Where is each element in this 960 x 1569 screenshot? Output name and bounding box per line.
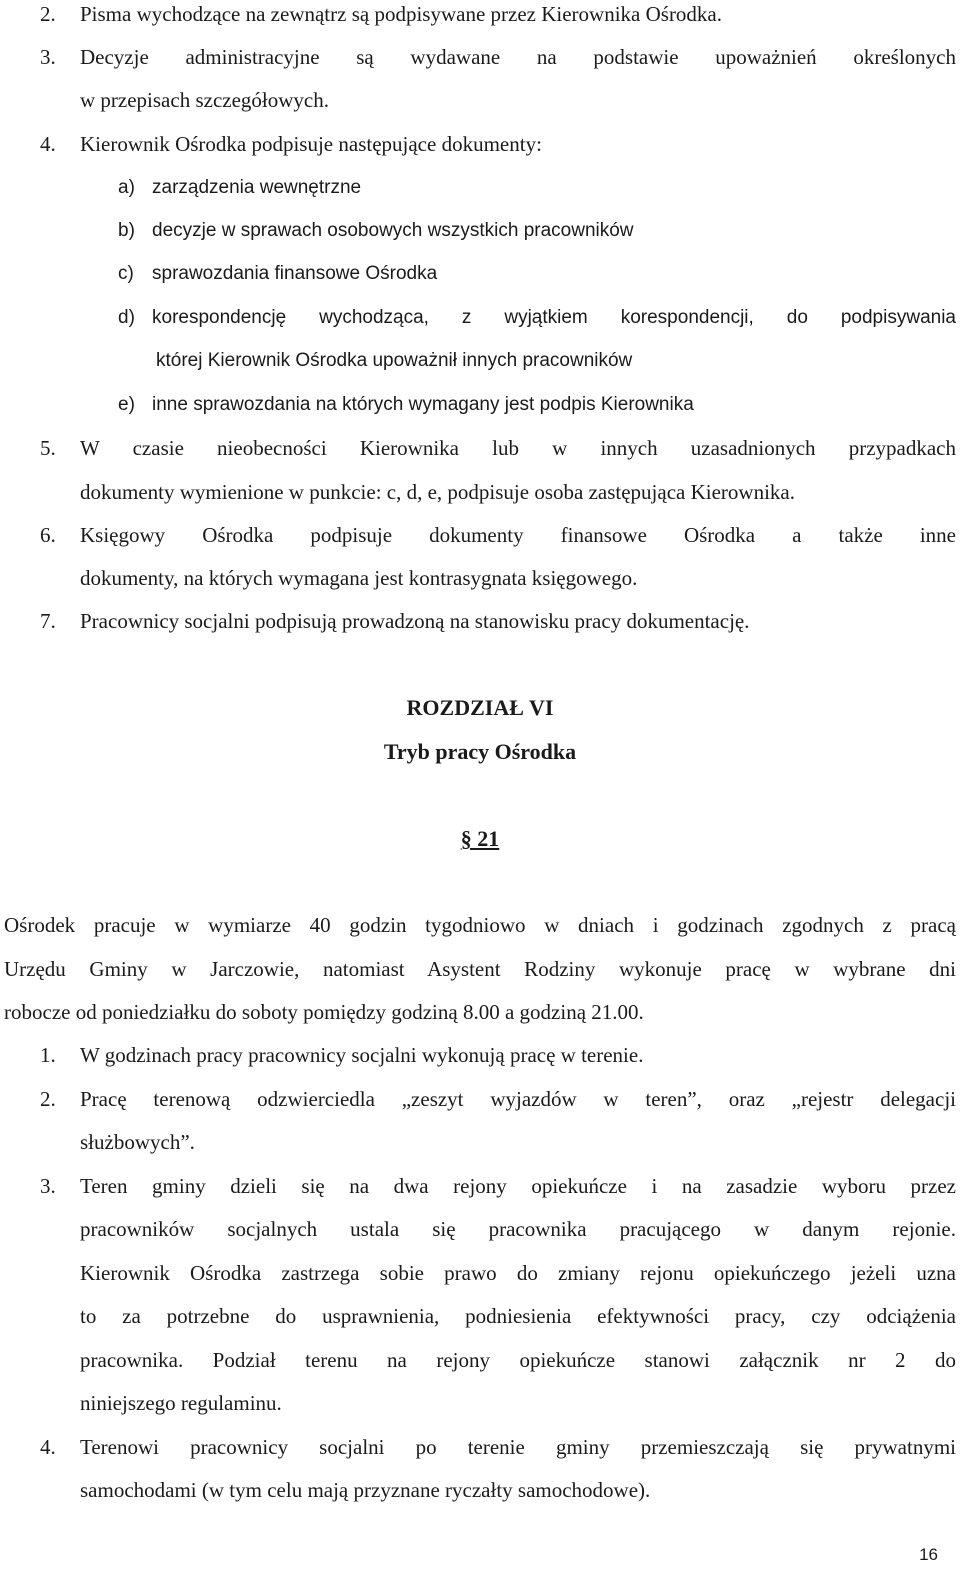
list-text: Kierownik Ośrodka zastrzega sobie prawo do zmiany rejonu opiekuńczego jeżeli uzna [80, 1261, 956, 1285]
list-text: samochodami (w tym celu mają przyznane ryczałty samochodowe). [80, 1478, 651, 1502]
list-text: dokumenty, na których wymagana jest kontrasygnata księgowego. [80, 566, 638, 590]
intro-line: Urzędu Gminy w Jarczowie, natomiast Asystent Rodziny wykonuje pracę w wybrane dni [4, 957, 956, 981]
sublist-letter: a) [118, 177, 135, 198]
list-text: Terenowi pracownicy socjalni po terenie gminy przemieszczają się prywatnymi [80, 1435, 956, 1459]
list-text: W godzinach pracy pracownicy socjalni wykonują pracę w terenie. [80, 1043, 644, 1067]
sublist-text: decyzje w sprawach osobowych wszystkich pracowników [152, 220, 634, 241]
list-text: to za potrzebne do usprawnienia, podniesienia efektywności pracy, czy odciążenia [80, 1304, 956, 1328]
page-number: 16 [919, 1545, 938, 1564]
sublist-text: której Kierownik Ośrodka upoważnił innych pracowników [156, 350, 633, 371]
list-number: 6. [40, 523, 56, 547]
list-number: 3. [40, 45, 56, 69]
chapter-title: ROZDZIAŁ VI [406, 695, 554, 720]
list-text: niniejszego regulaminu. [80, 1391, 282, 1415]
list-text: Pisma wychodzące na zewnątrz są podpisywane przez Kierownika Ośrodka. [80, 2, 723, 26]
sublist-text: korespondencję wychodząca, z wyjątkiem korespondencji, do podpisywania [152, 307, 956, 328]
sublist-text: zarządzenia wewnętrzne [152, 177, 362, 198]
list-text: Decyzje administracyjne są wydawane na podstawie upoważnień określonych [80, 45, 956, 69]
list-text: Pracę terenową odzwierciedla „zeszyt wyjazdów w teren”, oraz „rejestr delegacji [80, 1087, 956, 1111]
list-text: pracowników socjalnych ustala się pracownika pracującego w danym rejonie. [80, 1217, 956, 1241]
list-text: Pracownicy socjalni podpisują prowadzoną na stanowisku pracy dokumentację. [80, 609, 750, 633]
paragraph-mark-text: § 21 [460, 826, 500, 851]
list-number: 2. [40, 2, 56, 26]
chapter-subtitle: Tryb pracy Ośrodka [383, 739, 577, 764]
list-number: 4. [40, 132, 56, 156]
sublist-letter: c) [118, 263, 134, 284]
list-number: 1. [40, 1043, 56, 1067]
intro-line: Ośrodek pracuje w wymiarze 40 godzin tygodniowo w dniach i godzinach zgodnych z pracą [4, 913, 956, 937]
list-number: 7. [40, 609, 56, 633]
sublist-letter: b) [118, 220, 135, 241]
list-number: 3. [40, 1174, 56, 1198]
list-number: 2. [40, 1087, 56, 1111]
list-text: dokumenty wymienione w punkcie: c, d, e, podpisuje osoba zastępująca Kierownika. [80, 480, 795, 504]
sublist-letter: e) [118, 394, 135, 415]
list-text: pracownika. Podział terenu na rejony opiekuńcze stanowi załącznik nr 2 do [80, 1348, 956, 1372]
list-text: w przepisach szczegółowych. [80, 88, 329, 112]
sublist-letter: d) [118, 307, 135, 328]
list-text: Kierownik Ośrodka podpisuje następujące dokumenty: [80, 132, 542, 156]
intro-line: robocze od poniedziałku do soboty pomiędzy godziną 8.00 a godziną 21.00. [4, 1000, 644, 1024]
list-text: Księgowy Ośrodka podpisuje dokumenty finansowe Ośrodka a także inne [80, 523, 956, 547]
list-text: służbowych”. [80, 1130, 195, 1154]
paragraph-mark [0, 826, 960, 852]
list-text: Teren gminy dzieli się na dwa rejony opiekuńcze i na zasadzie wyboru przez [80, 1174, 956, 1198]
list-number: 4. [40, 1435, 56, 1459]
list-text: W czasie nieobecności Kierownika lub w innych uzasadnionych przypadkach [80, 436, 956, 460]
sublist-text: inne sprawozdania na których wymagany jest podpis Kierownika [152, 394, 694, 415]
list-number: 5. [40, 436, 56, 460]
sublist-text: sprawozdania finansowe Ośrodka [152, 263, 438, 284]
